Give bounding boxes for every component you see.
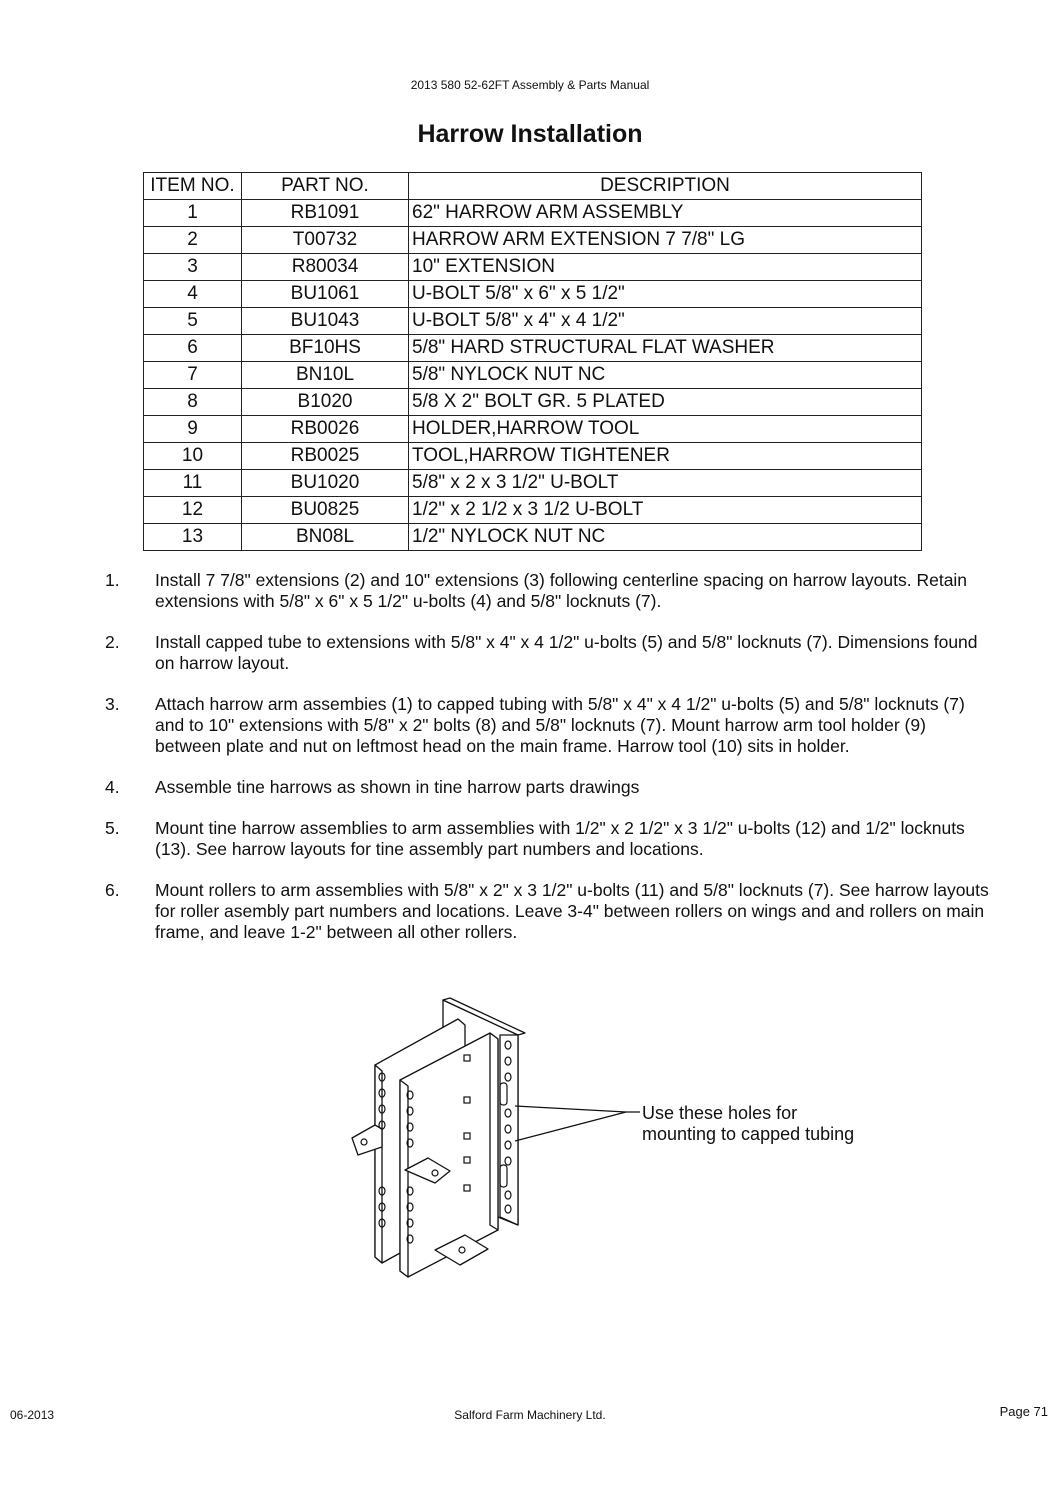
page-title: Harrow Installation (417, 120, 643, 148)
item-no-cell: 2 (144, 227, 242, 254)
step-text: Install capped tube to extensions with 5/8" x 4" x 4 1/2" u-bolts (5) and 5/8" locknuts (7). Dimensions found on harrow layout. (155, 632, 978, 673)
footer-company: Salford Farm Machinery Ltd. (454, 1408, 606, 1422)
description-cell: 1/2" x 2 1/2 x 3 1/2 U-BOLT (409, 497, 922, 524)
part-no-cell: RB0026 (242, 416, 409, 443)
table-row (144, 497, 922, 524)
footer-date: 06-2013 (10, 1408, 55, 1422)
item-no-cell: 5 (144, 308, 242, 335)
description-cell: HARROW ARM EXTENSION 7 7/8" LG (409, 227, 922, 254)
parts-table (143, 172, 922, 551)
description-cell: U-BOLT 5/8" x 4" x 4 1/2" (409, 308, 922, 335)
table-row (144, 254, 922, 281)
part-no-cell: T00732 (242, 227, 409, 254)
step-number: 1. (105, 570, 120, 590)
step-item (105, 694, 995, 757)
part-no-cell: BF10HS (242, 335, 409, 362)
item-no-cell: 3 (144, 254, 242, 281)
column-header-part-no: PART NO. (242, 173, 409, 200)
table-row (144, 200, 922, 227)
step-number: 3. (105, 694, 120, 714)
item-no-cell: 12 (144, 497, 242, 524)
diagram-callout (642, 1103, 902, 1145)
step-text: Mount rollers to arm assemblies with 5/8" x 2" x 3 1/2" u-bolts (11) and 5/8" locknuts (7). See harrow layouts for roller asembly part numbers and locations. Leave 3-4" between rollers on wings and and rollers on main frame, and leave 1-2" between all other rollers. (155, 880, 989, 942)
part-no-cell: RB0025 (242, 443, 409, 470)
step-item (105, 570, 995, 612)
step-number: 5. (105, 818, 120, 838)
part-no-cell: R80034 (242, 254, 409, 281)
table-row (144, 416, 922, 443)
item-no-cell: 11 (144, 470, 242, 497)
table-row (144, 524, 922, 551)
step-text: Mount tine harrow assemblies to arm assemblies with 1/2" x 2 1/2" x 3 1/2" u-bolts (12) and 1/2" locknuts (13). See harrow layouts for tine assembly part numbers and locations. (155, 818, 965, 859)
table-row (144, 308, 922, 335)
column-header-item-no: ITEM NO. (144, 173, 242, 200)
item-no-cell: 9 (144, 416, 242, 443)
description-cell: 5/8 X 2" BOLT GR. 5 PLATED (409, 389, 922, 416)
step-text: Attach harrow arm assembies (1) to capped tubing with 5/8" x 4" x 4 1/2" u-bolts (5) and 5/8" locknuts (7) and to 10" extensions with 5/8" x 2" bolts (8) and 5/8" locknuts (7). Mount harrow arm tool holder (9) between plate and nut on leftmost head on the main frame. Harrow tool (10) sits in holder. (155, 694, 965, 756)
table-row (144, 281, 922, 308)
part-no-cell: BU1061 (242, 281, 409, 308)
column-header-description: DESCRIPTION (409, 173, 922, 200)
description-cell: 1/2" NYLOCK NUT NC (409, 524, 922, 551)
part-no-cell: BN08L (242, 524, 409, 551)
step-item (105, 880, 995, 943)
part-no-cell: BU1020 (242, 470, 409, 497)
table-header-row (144, 173, 922, 200)
step-number: 2. (105, 632, 120, 652)
description-cell: 5/8" x 2 x 3 1/2" U-BOLT (409, 470, 922, 497)
description-cell: 5/8" NYLOCK NUT NC (409, 362, 922, 389)
callout-line-1: Use these holes for (642, 1103, 798, 1123)
description-cell: 62" HARROW ARM ASSEMBLY (409, 200, 922, 227)
item-no-cell: 4 (144, 281, 242, 308)
step-item (105, 632, 995, 674)
step-text: Install 7 7/8" extensions (2) and 10" extensions (3) following centerline spacing on harrow layouts. Retain extensions with 5/8" x 6" x 5 1/2" u-bolts (4) and 5/8" locknuts (7). (155, 570, 968, 611)
step-number: 4. (105, 777, 120, 797)
table-row (144, 362, 922, 389)
table-row (144, 335, 922, 362)
item-no-cell: 10 (144, 443, 242, 470)
item-no-cell: 1 (144, 200, 242, 227)
description-cell: 5/8" HARD STRUCTURAL FLAT WASHER (409, 335, 922, 362)
item-no-cell: 6 (144, 335, 242, 362)
part-no-cell: B1020 (242, 389, 409, 416)
manual-header: 2013 580 52-62FT Assembly & Parts Manual (410, 78, 650, 92)
table-row (144, 470, 922, 497)
table-row (144, 227, 922, 254)
description-cell: TOOL,HARROW TIGHTENER (409, 443, 922, 470)
part-no-cell: RB1091 (242, 200, 409, 227)
item-no-cell: 7 (144, 362, 242, 389)
step-number: 6. (105, 880, 120, 900)
table-row (144, 443, 922, 470)
table-row (144, 389, 922, 416)
instruction-steps (105, 570, 995, 963)
description-cell: U-BOLT 5/8" x 6" x 5 1/2" (409, 281, 922, 308)
part-no-cell: BU1043 (242, 308, 409, 335)
callout-line-2: mounting to capped tubing (642, 1124, 855, 1144)
step-item (105, 818, 995, 860)
step-item (105, 777, 995, 798)
description-cell: 10" EXTENSION (409, 254, 922, 281)
part-no-cell: BU0825 (242, 497, 409, 524)
description-cell: HOLDER,HARROW TOOL (409, 416, 922, 443)
step-text: Assemble tine harrows as shown in tine harrow parts drawings (155, 777, 640, 797)
item-no-cell: 8 (144, 389, 242, 416)
page-number: Page 71 (999, 1404, 1048, 1419)
item-no-cell: 13 (144, 524, 242, 551)
part-no-cell: BN10L (242, 362, 409, 389)
